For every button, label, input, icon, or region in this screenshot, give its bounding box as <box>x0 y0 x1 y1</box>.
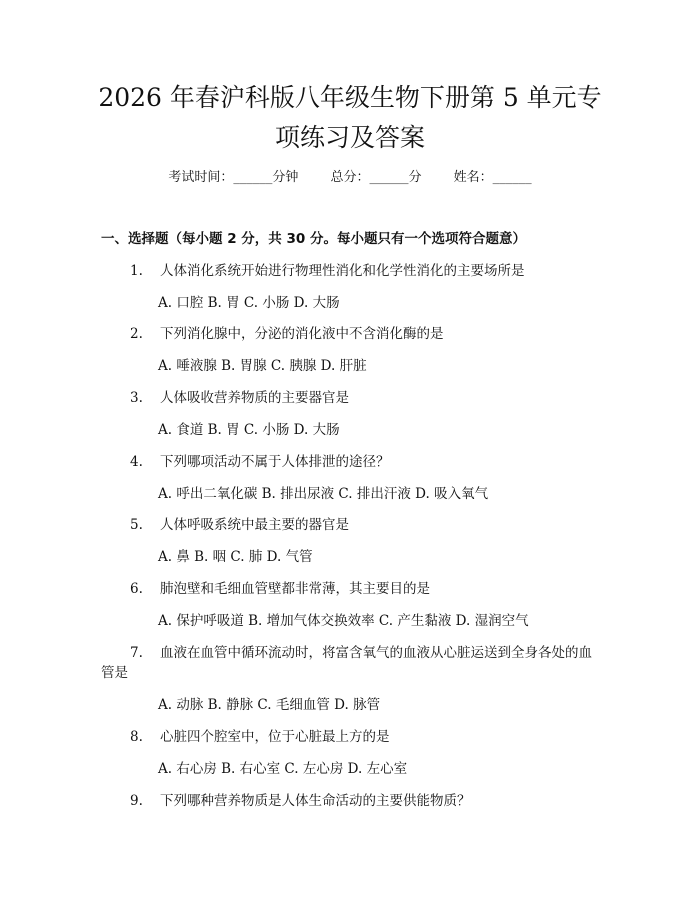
question-text: 下列哪种营养物质是人体生命活动的主要供能物质？ <box>160 793 471 809</box>
question-number: 3. <box>130 390 143 406</box>
question-number: 1. <box>130 263 143 279</box>
question-number: 4. <box>130 454 143 470</box>
question-3-options: A. 食道 B. 胃 C. 小肠 D. 大肠 <box>158 422 340 438</box>
exam-meta <box>0 168 700 188</box>
question-text: 下列哪项活动不属于人体排泄的途径？ <box>160 454 390 470</box>
question-text: 人体消化系统开始进行物理性消化和化学性消化的主要场所是 <box>160 263 525 279</box>
question-4-options: A. 呼出二氧化碳 B. 排出尿液 C. 排出汗液 D. 吸入氧气 <box>158 486 489 502</box>
question-text: 下列消化腺中，分泌的消化液中不含消化酶的是 <box>160 326 444 342</box>
question-2-options: A. 唾液腺 B. 胃腺 C. 胰腺 D. 肝脏 <box>158 358 367 374</box>
title-line-1: 2026 年春沪科版八年级生物下册第 5 单元专 <box>98 83 602 112</box>
question-9 <box>130 791 610 811</box>
question-number: 2. <box>130 326 143 342</box>
question-text: 心脏四个腔室中，位于心脏最上方的是 <box>160 729 390 745</box>
question-5 <box>130 515 610 535</box>
page-title <box>60 78 640 158</box>
question-number: 9. <box>130 793 143 809</box>
question-6 <box>130 579 610 599</box>
question-2 <box>130 324 610 344</box>
question-1 <box>130 261 610 281</box>
section-heading: 一、选择题（每小题 2 分，共 30 分。每小题只有一个选项符合题意） <box>101 231 526 247</box>
question-text: 人体吸收营养物质的主要器官是 <box>160 390 349 406</box>
question-text: 人体呼吸系统中最主要的器官是 <box>160 517 349 533</box>
question-5-options: A. 鼻 B. 咽 C. 肺 D. 气管 <box>158 549 313 565</box>
question-1-options: A. 口腔 B. 胃 C. 小肠 D. 大肠 <box>158 295 340 311</box>
question-8 <box>130 727 610 747</box>
question-number: 8. <box>130 729 143 745</box>
question-text: 血液在血管中循环流动时，将富含氧气的血液从心脏运送到全身各处的血 <box>160 645 592 661</box>
question-3 <box>130 388 610 408</box>
question-number: 7. <box>130 645 143 661</box>
total-score: 总分：______分 <box>330 170 422 185</box>
question-number: 6. <box>130 581 143 597</box>
question-8-options: A. 右心房 B. 右心室 C. 左心房 D. 左心室 <box>158 761 408 777</box>
question-7-continuation: 管是 <box>101 665 128 681</box>
question-7-options: A. 动脉 B. 静脉 C. 毛细血管 D. 脉管 <box>158 697 381 713</box>
question-7 <box>130 643 610 663</box>
question-number: 5. <box>130 517 143 533</box>
question-text: 肺泡壁和毛细血管壁都非常薄，其主要目的是 <box>160 581 430 597</box>
question-6-options: A. 保护呼吸道 B. 增加气体交换效率 C. 产生黏液 D. 湿润空气 <box>158 613 529 629</box>
title-line-2: 项练习及答案 <box>274 123 425 152</box>
student-name: 姓名：______ <box>453 170 532 185</box>
exam-time: 考试时间：______分钟 <box>168 170 299 185</box>
question-4 <box>130 452 610 472</box>
